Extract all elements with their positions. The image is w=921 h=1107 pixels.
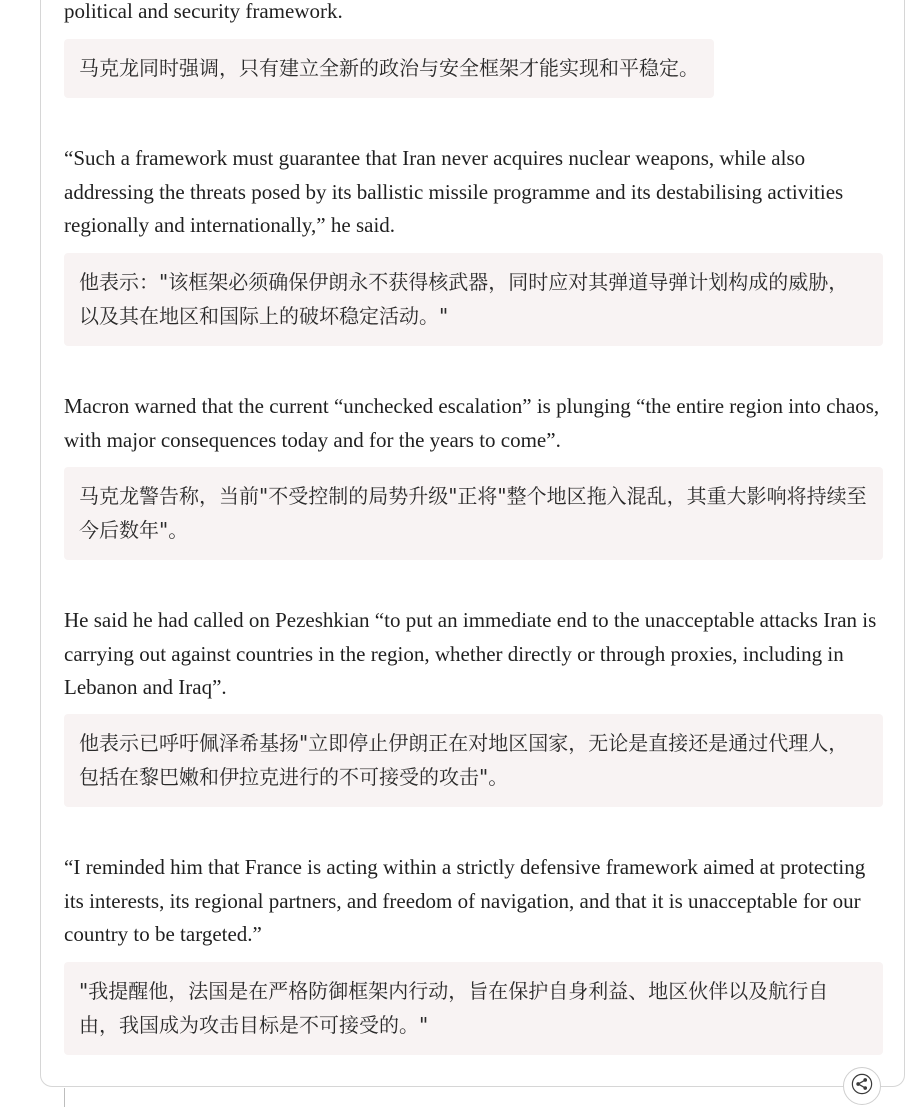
paragraph-zh-translation: 马克龙同时强调，只有建立全新的政治与安全框架才能实现和平稳定。 (64, 39, 714, 98)
share-icon (851, 1073, 873, 1099)
paragraph-en: He said he had called on Pezeshkian “to put an immediate end to the unacceptable attacks Iran is carrying out against countries in the region, whether directly or through proxies, including in Lebanon and Iraq”. (64, 608, 877, 700)
paragraph-en: “I reminded him that France is acting within a strictly defensive framework aimed at protecting its interests, its regional partners, and freedom of navigation, and that it is unacceptable for our country to be targeted.” (64, 855, 866, 947)
paragraph-en: “Such a framework must guarantee that Iran never acquires nuclear weapons, while also addressing the threats posed by its ballistic missile programme and its destabilising activities regionally and internationally,” he said. (64, 146, 844, 238)
paragraph-en: Macron warned that the current “unchecked escalation” is plunging “the entire region into chaos, with major consequences today and for the years to come”. (64, 394, 880, 452)
divider (64, 1088, 65, 1107)
paragraph-en: political and security framework. (64, 0, 343, 23)
paragraph-zh-translation: 他表示："该框架必须确保伊朗永不获得核武器，同时应对其弹道导弹计划构成的威胁，以及其在地区和国际上的破坏稳定活动。" (64, 253, 883, 346)
paragraph-zh-translation: "我提醒他，法国是在严格防御框架内行动，旨在保护自身利益、地区伙伴以及航行自由，我国成为攻击目标是不可接受的。" (64, 962, 883, 1055)
paragraph-zh-translation: 他表示已呼吁佩泽希基扬"立即停止伊朗正在对地区国家，无论是直接还是通过代理人，包括在黎巴嫩和伊拉克进行的不可接受的攻击"。 (64, 714, 883, 807)
paragraph-zh-translation: 马克龙警告称，当前"不受控制的局势升级"正将"整个地区拖入混乱，其重大影响将持续至今后数年"。 (64, 467, 883, 560)
share-button[interactable] (843, 1067, 881, 1105)
